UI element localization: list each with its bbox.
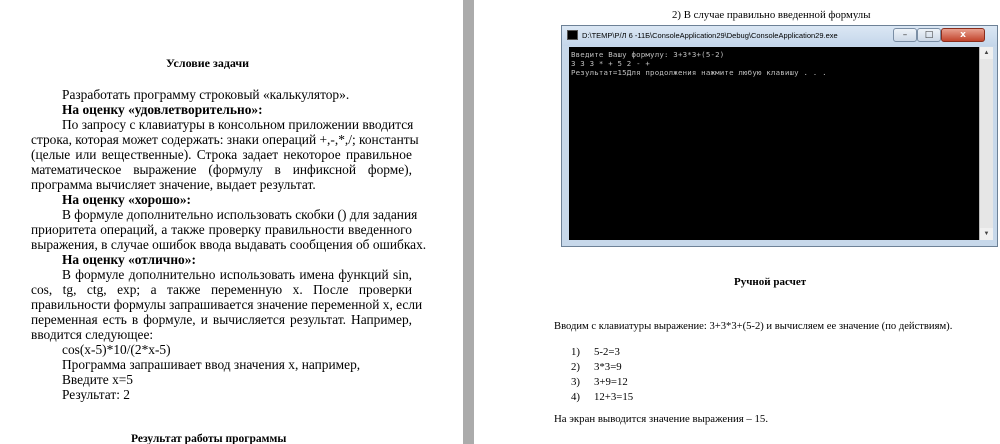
- close-button[interactable]: x: [941, 28, 985, 42]
- grade3-line: По запросу с клавиатуры в консольном приложении вводится: [62, 117, 414, 132]
- console-title: D:\TEMP\Р/Л 6 -11Б\ConsoleApplication29\Debug\ConsoleApplication29.exe: [582, 31, 838, 40]
- result-line: На экран выводится значение выражения – 15.: [554, 413, 769, 425]
- step-number: 4): [571, 391, 580, 403]
- grade5-line-last: вводится следующее:: [31, 327, 154, 342]
- grade4-heading: На оценку «хорошо»:: [62, 192, 191, 207]
- step-number: 1): [571, 346, 580, 358]
- results-title: Результат работы программы: [131, 433, 287, 444]
- task-intro: Разработать программу строковый «калькулятор».: [62, 87, 350, 102]
- scroll-up-icon[interactable]: ▲: [980, 47, 993, 59]
- case-heading: 2) В случае правильно введенной формулы: [672, 9, 871, 21]
- grade5-line: переменная есть в формуле, и вычисляется результат. Например,: [31, 312, 412, 327]
- console-titlebar[interactable]: [562, 26, 997, 46]
- grade3-line: (целые или вещественные). Строка задает некоторое правильное: [31, 147, 412, 162]
- grade5-line: cos, tg, ctg, exp; а также переменную x. После проверки: [31, 282, 412, 297]
- step-number: 2): [571, 361, 580, 373]
- section-title: Условие задачи: [166, 56, 250, 70]
- grade3-line: математическое выражение (формулу в инфиксной форме),: [31, 162, 412, 177]
- console-line: Введите Вашу формулу: 3+3*3+(5-2): [571, 50, 725, 59]
- console-line: Результат=15Для продолжения нажмите любую клавишу . . .: [571, 68, 827, 77]
- manual-intro: Вводим с клавиатуры выражение: 3+3*3+(5-2) и вычисляем ее значение (по действиям).: [554, 321, 953, 332]
- maximize-button[interactable]: □: [917, 28, 941, 42]
- minimize-button[interactable]: –: [893, 28, 917, 42]
- grade3-line: строка, которая может содержать: знаки операций +,-,*,/; константы: [31, 132, 419, 147]
- step-text: 3*3=9: [594, 361, 622, 373]
- example-line: Введите x=5: [62, 372, 134, 387]
- document-page-right: [474, 0, 1000, 444]
- console-scrollbar[interactable]: [979, 47, 993, 240]
- manual-title: Ручной расчет: [734, 276, 807, 288]
- grade5-heading: На оценку «отлично»:: [62, 252, 196, 267]
- grade4-line: приоритета операций, а также проверку правильности введенного: [31, 222, 412, 237]
- console-line: 3 3 3 * + 5 2 - +: [571, 59, 651, 68]
- step-text: 3+9=12: [594, 376, 628, 388]
- console-output[interactable]: [569, 47, 979, 240]
- grade5-line: В формуле дополнительно использовать имена функций sin,: [62, 267, 412, 282]
- console-window: [561, 25, 998, 247]
- console-app-icon: [567, 30, 578, 40]
- example-line: Программа запрашивает ввод значения x, например,: [62, 357, 361, 372]
- example-line: Результат: 2: [62, 387, 130, 402]
- step-number: 3): [571, 376, 580, 388]
- document-page-left: [0, 0, 463, 444]
- step-text: 5-2=3: [594, 346, 620, 358]
- example-formula: cos(x-5)*10/(2*x-5): [62, 342, 171, 357]
- scroll-down-icon[interactable]: ▼: [980, 228, 993, 240]
- step-text: 12+3=15: [594, 391, 634, 403]
- grade4-line: выражения, в случае ошибок ввода выдавать сообщения об ошибках.: [31, 237, 427, 252]
- grade4-line: В формуле дополнительно использовать скобки () для задания: [62, 207, 418, 222]
- grade3-heading: На оценку «удовлетворительно»:: [62, 102, 263, 117]
- grade5-line: правильности формулы запрашивается значение переменной x, если: [31, 297, 423, 312]
- grade3-line-last: программа вычисляет значение, выдает результат.: [31, 177, 316, 192]
